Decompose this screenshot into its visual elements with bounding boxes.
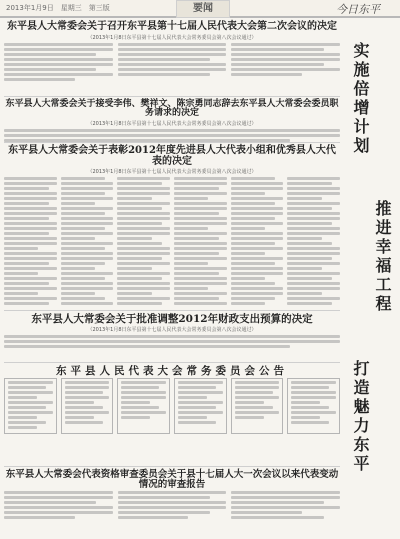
article-6 [4,470,340,530]
article-5 [4,366,340,467]
article-1-subtitle: （2013年1月8日东平县第十七届人民代表大会常务委员会第八次会议通过） [87,34,257,41]
slogan-line-2: 推进幸福工程 [373,200,392,314]
slogan-line-3: 打造魅力东平 [351,360,370,474]
date-line: 2013年1月9日 星期三 第三版 [6,4,110,12]
announcement-5 [231,378,284,434]
article-3-subtitle: （2013年1月8日东平县第十七届人民代表大会常务委员会第八次会议通过） [87,169,257,175]
announcement-2 [61,378,114,434]
article-5-title: 东平县人民代表大会常务委员会公告 [56,365,288,377]
article-2-subtitle: （2013年1月8日东平县第十七届人民代表大会常务委员会第八次会议通过） [87,120,257,127]
article-3-body [4,177,340,307]
slogan-sidebar [344,20,400,500]
article-3 [4,146,340,311]
masthead [0,0,400,18]
announcement-1 [4,378,57,434]
announcement-3 [117,378,170,434]
article-1-title: 东平县人大常委会关于召开东平县第十七届人民代表大会第二次会议的决定 [7,21,337,32]
article-4-title: 东平县人大常委会关于批准调整2012年财政支出预算的决定 [31,313,313,325]
slogan-line-1: 实施倍增计划 [351,42,370,156]
article-4 [4,314,340,363]
article-3-title: 东平县人大常委会关于表彰2012年度先进县人大代表小组和优秀县人大代表的决定 [8,145,336,167]
article-4-subtitle: （2013年1月8日东平县第十七届人民代表大会常务委员会第八次会议通过） [87,327,257,334]
announcement-6 [287,378,340,434]
article-6-title: 东平县人大常委会代表资格审查委员会关于县十七届人大一次会议以来代表变动情况的审查报告 [5,469,339,490]
article-2-title: 东平县人大常委会关于接受李伟、樊祥文、陈宗勇同志辞去东平县人大常委会委员职务请求的决定 [5,99,339,119]
article-1-body [4,43,340,83]
article-2 [4,100,340,143]
article-1 [4,22,340,97]
section-label: 要闻 [176,0,230,18]
main-column [4,20,340,538]
article-4-body [4,335,340,348]
article-2-body [4,129,340,142]
article-6-body [4,491,340,521]
announcement-4 [174,378,227,434]
announcement-grid [4,378,340,434]
newspaper-logo: 今日东平 [336,3,380,16]
